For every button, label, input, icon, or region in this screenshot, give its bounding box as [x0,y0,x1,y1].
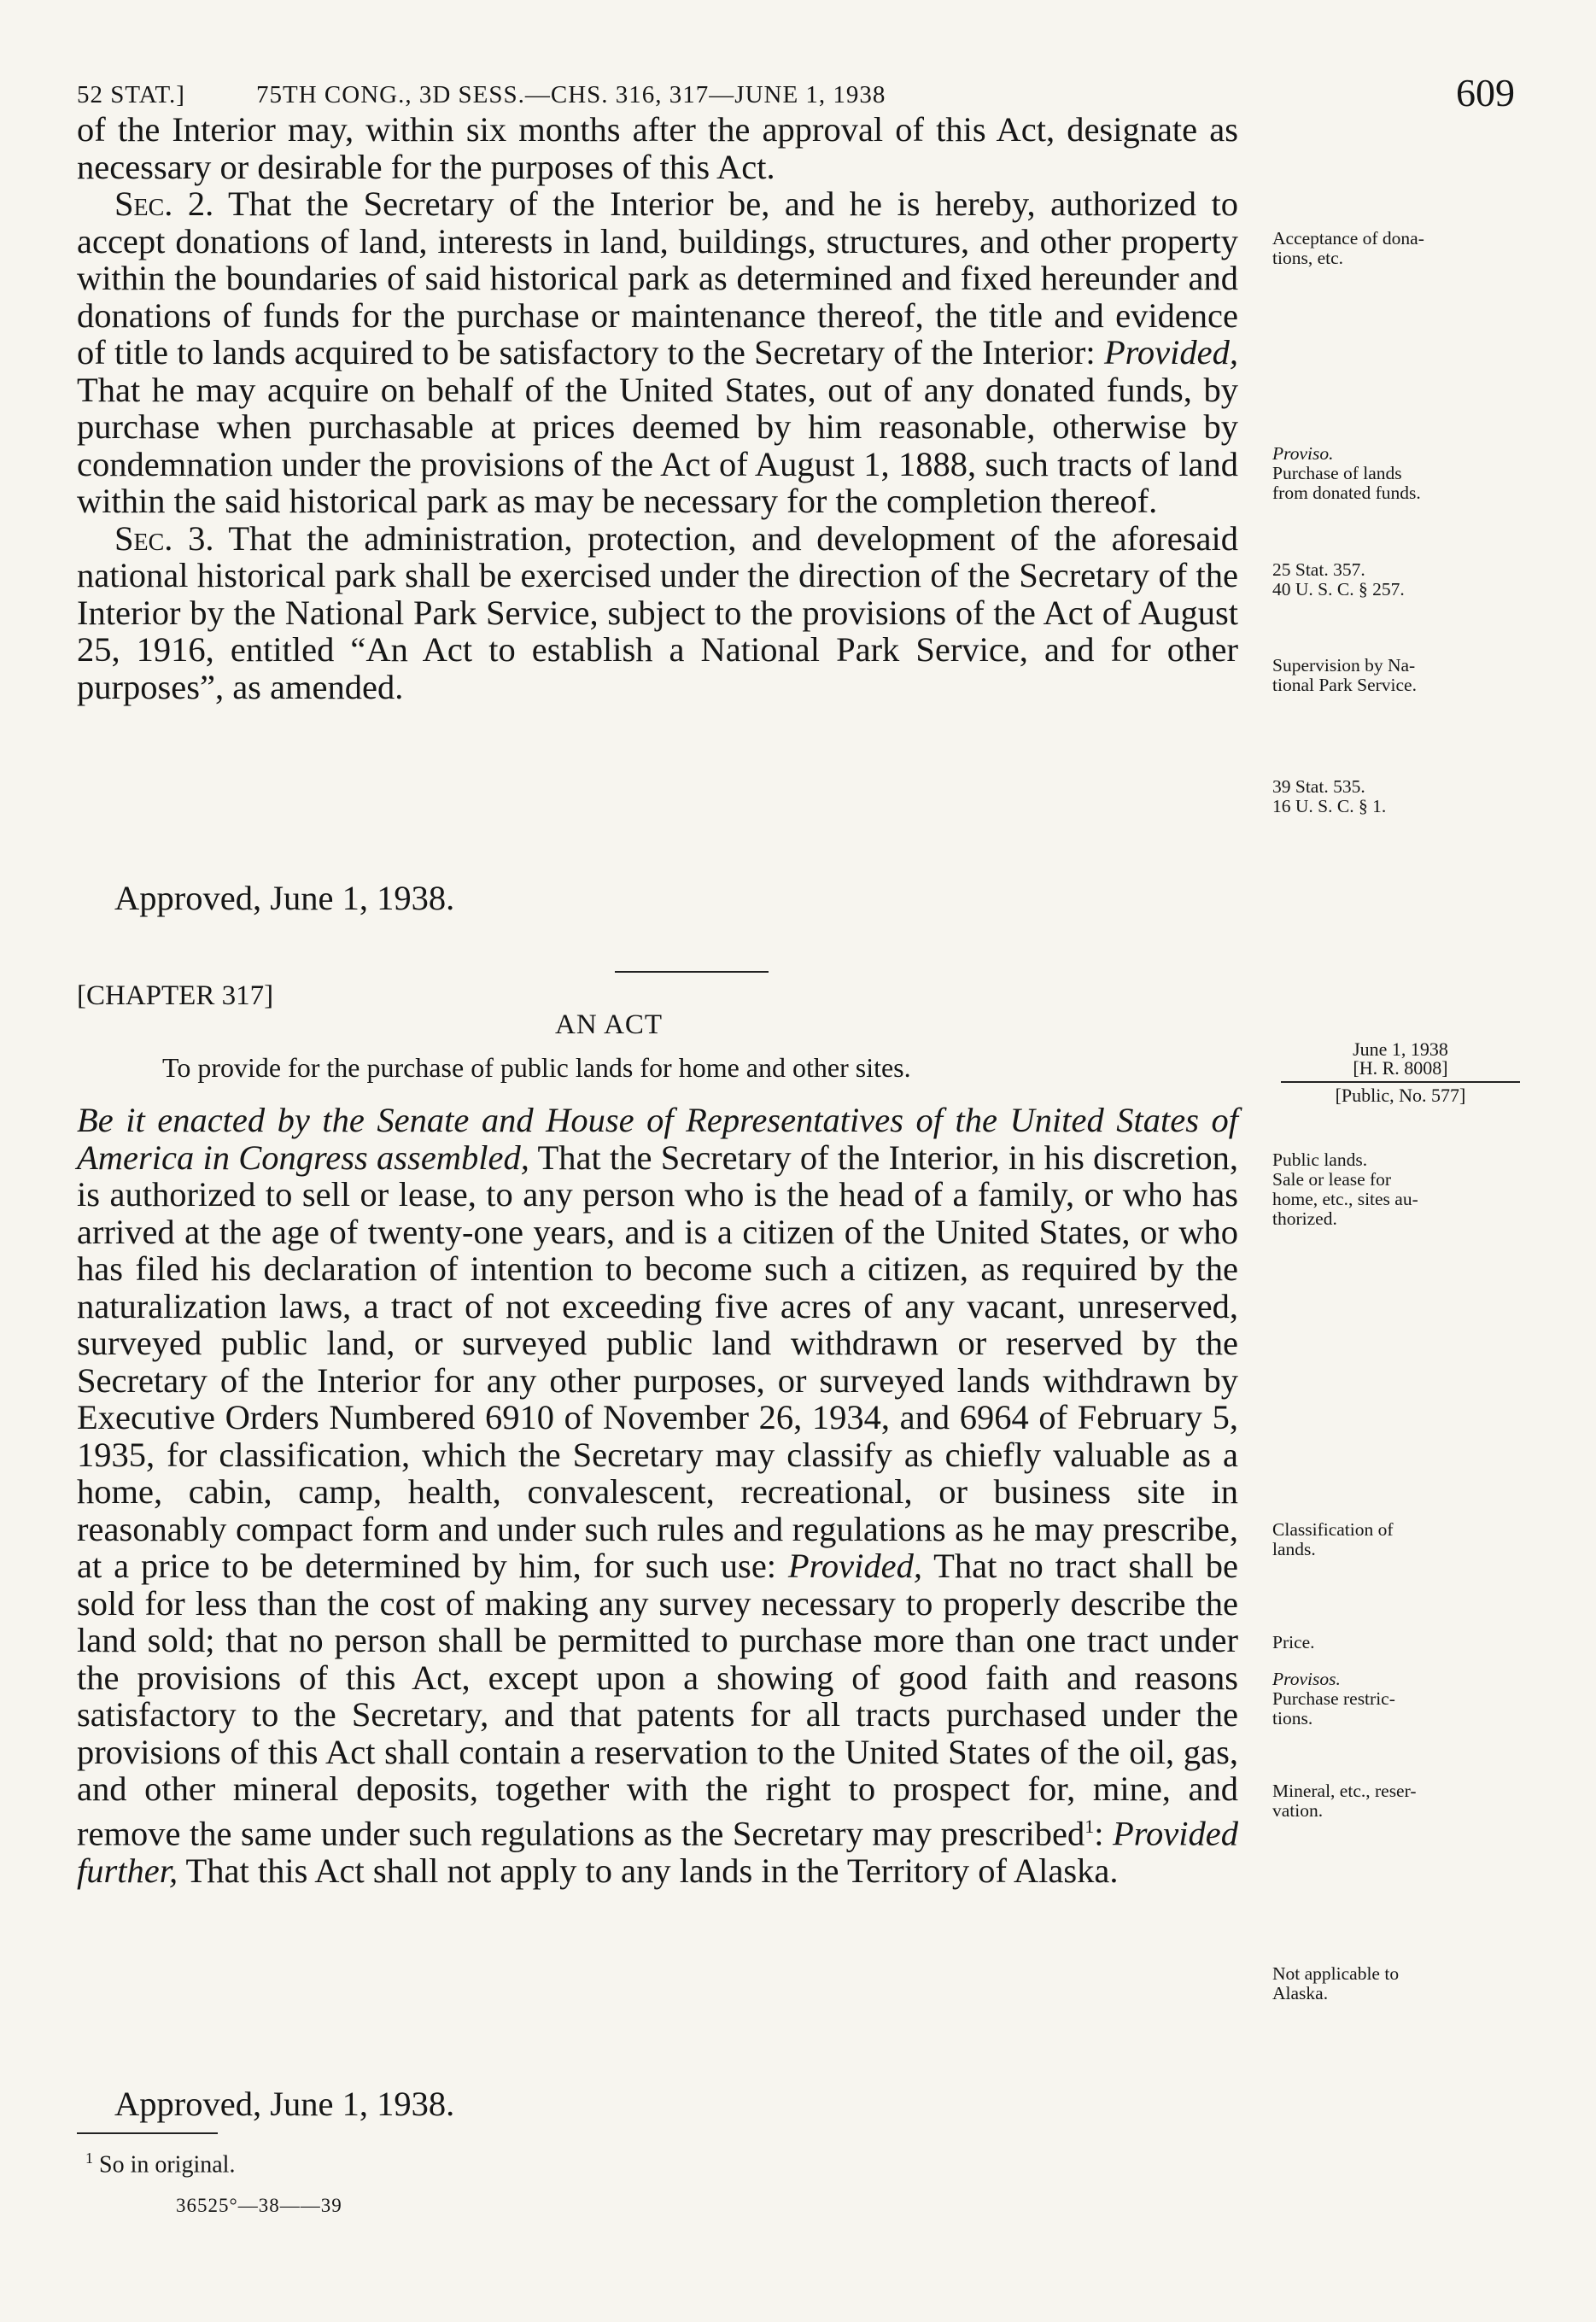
footnote-mark: 1 [85,2149,93,2167]
public-law-number: [Public, No. 577] [1281,1081,1520,1105]
section-2: Sec. 2. That the Secretary of the Interior be, and he is hereby, authorized to accept donations of land, interests in land, buildings, structures, and other property within the boundaries of said historical park as determined and fixed hereunder and donations of funds for the purchase or maintenance thereof, the title and evidence of title to lands acquired to be satisfactory to the Secretary of the Interior: Provided, That he may acquire on behalf of the United States, out of any donated funds, by purchase when purchasable at prices deemed by him reasonable, otherwise by condemnation under the provisions of the Act of August 1, 1888, such tracts of land within the said historical park as may be necessary for the completion thereof. [77,184,1239,520]
footnote-rule [77,2132,218,2134]
footnote: $^1$ So in original. [85,2149,236,2179]
paragraph: of the Interior may, within six months after the approval of this Act, designate as necessary or desirable for the purposes of this Act. [77,110,1238,186]
margin-note-supervision: Supervision by Na- tional Park Service. [1272,655,1417,695]
margin-note-provisos: Provisos. Purchase restric- tions. [1272,1669,1395,1728]
margin-note-citation: 39 Stat. 535. 16 U. S. C. § 1. [1272,776,1387,816]
bill-number: [H. R. 8008] [1353,1057,1448,1079]
margin-note-alaska: Not applicable to Alaska. [1272,1963,1400,2003]
section-label: Sec. 3. [114,518,214,558]
proviso-word: Provided, [1103,333,1239,371]
approved-line: Approved, June 1, 1938. [114,2085,455,2123]
section-label: Sec. 2. [114,184,214,223]
approved-line: Approved, June 1, 1938. [114,879,455,917]
running-header-center: 75TH CONG., 3D SESS.—CHS. 316, 317—JUNE 1, 1938 [256,81,886,108]
act-title: AN ACT [555,1009,664,1040]
enacting-clause: Be it enacted by the Senate and House of Representatives of the United States of America in Congress assembled, That the Secretary of the Interior, in his discretion, is authorized to sell or lease, to any person who is the head of a family, or who has arrived at the age of twenty-one years, and is a citizen of the United States, or who has filed his declaration of intention to become such a citizen, as required by the naturalization laws, a tract of not exceeding five acres of any vacant, unreserved, surveyed public land, or surveyed public land withdrawn or reserved by the Secretary of the Interior for any other purposes, or surveyed lands withdrawn by Executive Orders Numbered 6910 of November 26, 1934, and 6964 of February 5, 1935, for classification, which the Secretary may classify as chiefly valuable as a home, cabin, camp, health, convalescent, recreational, or business site in reasonably compact form and under such rules and regulations as he may prescribe, at a price to be determined by him, for such use: Provided, That no tract shall be sold for less than the cost of making any survey necessary to properly describe the land sold; that no person shall be permitted to purchase more than one tract under the provisions of this Act, except upon a showing of good faith and reasons satisfactory to the Secretary, and that patents for all tracts purchased under the provisions of this Act shall contain a reservation to the United States of the oil, gas, and other mineral deposits, together with the right to prospect for, mine, and remove the same under such regulations as the Secretary may prescribed$^1$: Provided further, That this Act shall not apply to any lands in the Territory of Alaska. [77,1101,1238,1890]
page-number: 609 [1456,71,1515,114]
running-header-left: 52 STAT.] [77,81,185,108]
margin-note-proviso: Proviso. Purchase of lands from donated funds. [1272,443,1421,503]
chapter-316-body [77,111,1238,705]
margin-note-price: Price. [1272,1632,1315,1652]
bill-info [1281,1040,1520,1105]
print-code: 36525°—38——39 [176,2195,342,2216]
proviso-word: Provided, [787,1547,922,1585]
act-purpose: To provide for the purchase of public lands for home and other sites. [162,1052,911,1083]
chapter-heading: [CHAPTER 317] [77,980,274,1011]
chapter-317-body [77,1102,1238,1889]
chapter-divider [615,971,769,973]
margin-note-acceptance: Acceptance of dona- tions, etc. [1272,228,1424,268]
section-3: Sec. 3. That the administration, protection, and development of the aforesaid national historical park shall be exercised under the direction of the Secretary of the Interior by the National Park Service, subject to the provisions of the Act of August 25, 1916, entitled “An Act to establish a National Park Service, and for other purposes”, as amended. [77,518,1238,706]
footnote-marker: 1 [1084,1815,1095,1837]
proviso-word: Provided further, [77,1814,1238,1890]
margin-note-classification: Classification of lands. [1272,1519,1394,1559]
bill-date: June 1, 1938 [1353,1038,1448,1060]
margin-note-citation: 25 Stat. 357. 40 U. S. C. § 257. [1272,559,1405,600]
margin-note-public-lands: Public lands. Sale or lease for home, etc., sites au- thorized. [1272,1149,1418,1229]
margin-note-mineral: Mineral, etc., reser- vation. [1272,1781,1417,1821]
